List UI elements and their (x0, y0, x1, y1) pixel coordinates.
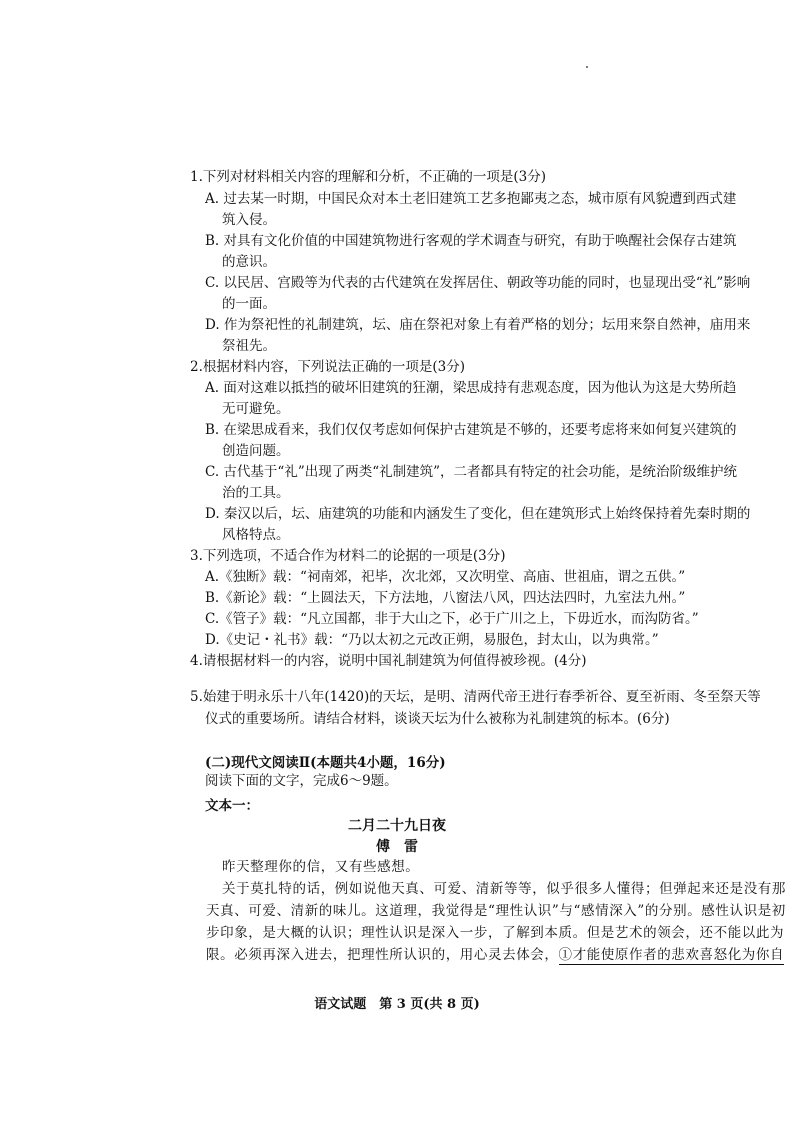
text-label: 文本一： (205, 798, 259, 814)
q1-option-c: C. 以民居、宫殿等为代表的古代建筑在发挥居住、朝政等功能的同时，也显现出受“礼”影响 (205, 275, 751, 291)
q2-option-a: A. 面对这难以抵挡的破坏旧建筑的狂潮，梁思成持有悲观态度，因为他认为这是大势所趋 (205, 380, 737, 396)
section-heading: (二)现代文阅读Ⅱ(本题共4小题，16分) (205, 755, 446, 771)
q2-option-a-cont: 无可避免。 (222, 401, 290, 417)
article-text: 限。必须再深入进去，把理性所认识的，用心灵去体会， (206, 947, 559, 963)
article-paragraph-2-line1: 关于莫扎特的话，例如说他天真、可爱、清新等等，似乎很多人懂得；但弹起来还是没有那 (222, 881, 786, 897)
section-instruction: 阅读下面的文字，完成6～9题。 (205, 773, 398, 789)
page-footer: 语文试题 第 3 页(共 8 页) (314, 997, 480, 1012)
article-author: 傅 雷 (376, 839, 418, 855)
q1-option-d-cont: 祭祖先。 (222, 338, 276, 354)
article-title: 二月二十九日夜 (348, 818, 446, 834)
q1-option-b: B. 对具有文化价值的中国建筑物进行客观的学术调查与研究，有助于唤醒社会保存古建筑 (205, 233, 737, 249)
q1-option-b-cont: 的意识。 (222, 254, 276, 270)
article-paragraph-2-line2: 天真、可爱、清新的味儿。这道理，我觉得是“理性认识”与“感情深入”的分别。感性认识是初 (206, 903, 786, 919)
article-paragraph-2-line3: 步印象，是大概的认识；理性认识是深入一步，了解到本质。但是艺术的领会，还不能以此为 (206, 925, 785, 941)
underlined-sentence-1: ①才能使原作者的悲欢喜怒化为你自 (558, 947, 785, 963)
q2-option-b: B. 在梁思成看来，我们仅仅考虑如何保护古建筑是不够的，还要考虑将来如何复兴建筑的 (205, 422, 737, 438)
q1-option-a: A. 过去某一时期，中国民众对本土老旧建筑工艺多抱鄙夷之态，城市原有风貌遭到西式建 (205, 191, 737, 207)
q1-option-d: D. 作为祭祀性的礼制建筑，坛、庙在祭祀对象上有着严格的划分；坛用来祭自然神，庙用来 (205, 317, 751, 333)
q3-stem: 3.下列选项，不适合作为材料二的论据的一项是(3分) (190, 548, 506, 564)
article-paragraph-1: 昨天整理你的信，又有些感想。 (222, 859, 420, 875)
q2-option-c-cont: 治的工具。 (222, 485, 290, 501)
q5-stem-line1: 5.始建于明永乐十八年(1420)的天坛，是明、清两代帝王进行春季祈谷、夏至祈雨、冬至祭天等 (190, 689, 761, 705)
q2-option-c: C. 古代基于“礼”出现了两类“礼制建筑”，二者都具有特定的社会功能，是统治阶级维护统 (205, 464, 738, 480)
q3-option-a: A.《独断》载：“祠南郊，祀毕，次北郊，又次明堂、高庙、世祖庙，谓之五供。” (205, 569, 686, 585)
q2-option-d-cont: 风格特点。 (222, 527, 290, 543)
q4-stem: 4.请根据材料一的内容，说明中国礼制建筑为何值得被珍视。(4分) (190, 653, 587, 669)
scan-speck (586, 66, 588, 68)
q3-option-b: B.《新论》载：“上圆法天，下方法地，八窗法八风，四达法四时，九室法九州。” (205, 590, 686, 606)
q1-option-c-cont: 的一面。 (222, 296, 276, 312)
q5-stem-line2: 仪式的重要场所。请结合材料，谈谈天坛为什么被称为礼制建筑的标本。(6分) (205, 711, 670, 727)
article-paragraph-2-line4 (206, 946, 785, 964)
q1-stem: 1.下列对材料相关内容的理解和分析，不正确的一项是(3分) (190, 169, 547, 185)
q2-stem: 2.根据材料内容，下列说法正确的一项是(3分) (190, 359, 466, 375)
q2-option-b-cont: 创造问题。 (222, 443, 290, 459)
q1-option-a-cont: 筑入侵。 (222, 212, 276, 228)
q3-option-d: D.《史记・礼书》载：“乃以太初之元改正朔，易服色，封太山，以为典常。” (205, 632, 659, 648)
q2-option-d: D. 秦汉以后，坛、庙建筑的功能和内涵发生了变化，但在建筑形式上始终保持着先秦时期的 (205, 506, 751, 522)
q3-option-c: C.《管子》载：“凡立国都，非于大山之下，必于广川之上，下毋近水，而沟防省。” (205, 611, 699, 627)
